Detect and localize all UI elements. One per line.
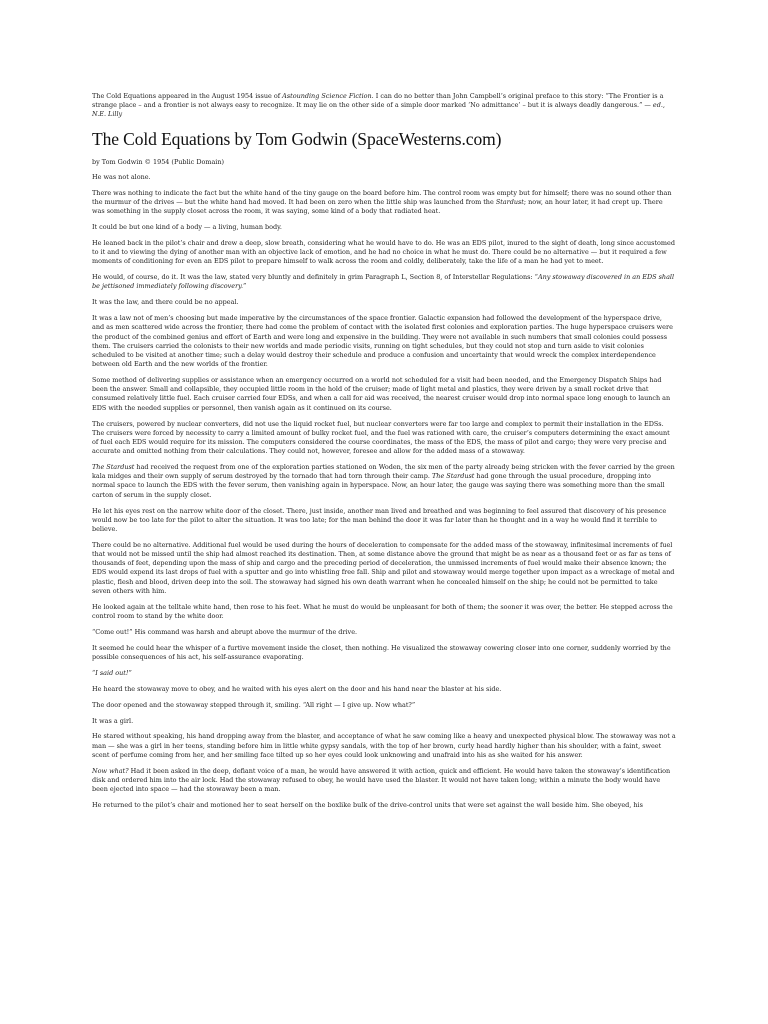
paragraph-segment: Had it been asked in the deep, defiant voice of a man, he would have answered it with action, quick and efficient. He would have taken the stowaway’s identification disk and ordered him into the air lock. Had the stowaway refused to obey, he would have used the blaster. It would not have taken long; within a minute the body would have been ejected into space — had the stowaway been a man. <box>92 766 671 794</box>
paragraph-segment: It was the law, and there could be no appeal. <box>92 298 239 307</box>
page-title: The Cold Equations by Tom Godwin (SpaceWesterns.com) <box>92 128 502 149</box>
paragraph-segment: He stared without speaking, his hand dropping away from the blaster, and acceptance of what he saw coming like a heavy and unexpected physical blow. The stowaway was not a man — she was a girl in her teens, standing before him in little white gypsy sandals, with the top of her brown, curly head hardly higher than his shoulder, with a faint, sweet scent of perfume coming from her, and her smiling face tilted up so her eyes could look unknowing and unafraid into his as she waited for his answer. <box>92 732 676 759</box>
article <box>92 92 676 817</box>
story-paragraph <box>92 644 676 662</box>
intro-note <box>92 92 676 120</box>
paragraph-segment: The Stardust <box>432 472 475 481</box>
paragraph-segment: There was nothing to indicate the fact but the white hand of the tiny gauge on the board before him. The control room was empty but for himself; there was no sound other than the murmur of the drives — but the white hand had moved. It had been on zero when the little ship was launched from the <box>92 188 672 206</box>
paragraph-segment: The cruisers, powered by nuclear converters, did not use the liquid rocket fuel, but nuclear converters were far too large and complex to permit their installation in the EDSs. The cruisers were forced by necessity to carry a limited amount of bulky rocket fuel, and the fuel was rationed with care, the cruiser’s computers determining the exact amount of fuel each EDS would require for its mission. The computers considered the course coordinates, the mass of the EDS, the mass of pilot and cargo; they were very precise and accurate and omitted nothing from their calculations. They could not, however, foresee and allow for the added mass of a stowaway. <box>92 419 670 456</box>
story-paragraph <box>92 223 676 232</box>
editor-credit: ed., N.E. Lilly <box>92 101 665 119</box>
intro-text: The Cold Equations appeared in the August 1954 issue of <box>92 92 283 100</box>
story-paragraph <box>92 420 676 457</box>
story-paragraph <box>92 173 676 182</box>
paragraph-segment: ; now, an hour later, it had crept up. There was something in the supply closet across the room, it was saying, some kind of a body that radiated heat. <box>92 197 663 216</box>
story-paragraph <box>92 732 676 760</box>
story-paragraph <box>92 669 676 678</box>
intro-text-cont: . I can do no better than John Campbell’s original preface to this story: “The Frontier is a strange place – and a frontier is not always easy to recognize. It may lie on the other side of a simple door marked ‘No admittance’ – but it is always deadly dangerous.” — <box>92 92 664 110</box>
story-paragraph <box>92 298 676 307</box>
paragraph-segment: Any stowaway discovered in an EDS shall be jettisoned immediately following discovery. <box>92 273 675 291</box>
story-paragraph <box>92 239 676 267</box>
story-paragraph <box>92 701 676 710</box>
paragraph-segment: It could be but one kind of a body — a living, human body. <box>92 223 282 231</box>
byline: by Tom Godwin © 1954 (Public Domain) <box>92 157 225 166</box>
paragraph-segment: “I said out!” <box>92 668 132 677</box>
story-paragraph <box>92 717 676 726</box>
paragraph-segment: He leaned back in the pilot’s chair and drew a deep, slow breath, considering what he would have to do. He was an EDS pilot, inured to the sight of death, long since accustomed to it and to viewing the dying of another man with an objective lack of emotion, and he had no choice in what he must do. There could be no alternative — but it required a few moments of conditioning for even an EDS pilot to prepare himself to walk across the room and coldly, deliberately, take the life of a man he had yet to meet. <box>92 238 675 266</box>
magazine-name: Astounding Science Fiction <box>282 92 372 100</box>
story-paragraph <box>92 376 676 413</box>
paragraph-segment: He looked again at the telltale white hand, then rose to his feet. What he must do would be unpleasant for both of them; the sooner it was over, the better. He stepped across the control room to stand by the white door. <box>92 602 673 620</box>
story-paragraph <box>92 628 676 637</box>
paragraph-segment: The Stardust <box>92 463 135 472</box>
paragraph-segment: He would, of course, do it. It was the law, stated very bluntly and definitely in grim Paragraph L, Section 8, of Interstellar Regulations: “ <box>92 273 538 282</box>
paragraph-segment: He heard the stowaway move to obey, and he waited with his eyes alert on the door and his hand near the blaster at his side. <box>92 684 502 693</box>
story-paragraph <box>92 507 676 535</box>
story-paragraph <box>92 541 676 596</box>
paragraph-segment: Now what? <box>92 766 129 775</box>
story-paragraph <box>92 314 676 369</box>
paragraph-segment: Some method of delivering supplies or assistance when an emergency occurred on a world not scheduled for a visit had been needed, and the Emergency Dispatch Ships had been the answer. Small and collapsible, they occupied little room in the hold of the cruiser; made of light metal and plastics, they were driven by a small rocket drive that consumed relatively little fuel. Each cruiser carried four EDSs, and when a call for aid was received, the nearest cruiser would drop into normal space long enough to launch an EDS with the needed supplies or personnel, then vanish again as it continued on its course. <box>92 376 671 412</box>
story-paragraph <box>92 603 676 621</box>
story-paragraph <box>92 685 676 694</box>
paragraph-segment: He returned to the pilot’s chair and motioned her to seat herself on the boxlike bulk of the drive-control units that were set against the wall beside him. She obeyed, his <box>92 801 643 810</box>
paragraph-segment: Stardust <box>495 197 524 206</box>
story-paragraph <box>92 463 676 500</box>
paragraph-segment: He let his eyes rest on the narrow white door of the closet. There, just inside, another man lived and breathed and was beginning to feel assured that discovery of his presence would now be too late for the pilot to alter the situation. It was too late; for the man behind the door it was far later than he thought and in a way he would find it terrible to believe. <box>92 506 667 533</box>
paragraph-segment: “Come out!” His command was harsh and abrupt above the murmur of the drive. <box>92 627 358 636</box>
story-paragraph <box>92 273 676 291</box>
story-paragraph <box>92 801 676 810</box>
story-paragraph <box>92 767 676 795</box>
paragraph-segment: It was a law not of men’s choosing but made imperative by the circumstances of the space frontier. Galactic expansion had followed the development of the hyperspace drive, and as men scattered wide across the frontier, there had come the problem of contact with the isolated first colonies and exploration parties. The huge hyperspace cruisers were the product of the combined genius and effort of Earth and were long and expensive in the building. They were not available in such numbers that small colonies could possess them. The cruisers carried the colonists to their new worlds and made periodic visits, running on tight schedules, but they could not stop and turn aside to visit colonies scheduled to be visited at another time; such a delay would destroy their schedule and produce a confusion and uncertainty that would wreck the complex interdependence between old Earth and the new worlds of the frontier. <box>92 314 673 369</box>
paragraph-segment: had received the request from one of the exploration parties stationed on Woden, the six men of the party already being stricken with the fever carried by the green kala midges and their own supply of serum destroyed by the tornado that had torn through their camp. <box>92 463 675 481</box>
paragraph-segment: ” <box>243 282 247 291</box>
paragraph-segment: The door opened and the stowaway stepped through it, smiling. “All right — I give up. Now what?” <box>92 700 416 709</box>
paragraph-segment: There could be no alternative. Additional fuel would be used during the hours of deceleration to compensate for the added mass of the stowaway, infinitesimal increments of fuel that would not be missed until the ship had almost reached its destination. Then, at some distance above the ground that might be as near as a thousand feet or as far as tens of thousands of feet, depending upon the mass of ship and cargo and the preceding period of deceleration, the unmissed increments of fuel would make their absence known; the EDS would expend its last drops of fuel with a sputter and go into whistling free fall. Ship and pilot and stowaway would merge together upon impact as a wreckage of metal and plastic, flesh and blood, driven deep into the soil. The stowaway had signed his own death warrant when he concealed himself on the ship; he could not be permitted to take seven others with him. <box>92 540 675 595</box>
paragraph-segment: had gone through the usual procedure, dropping into normal space to launch the EDS with the fever serum, then vanishing again in hyperspace. Now, an hour later, the gauge was saying there was something more than the small carton of serum in the supply closet. <box>92 472 665 499</box>
paragraph-segment: It seemed he could hear the whisper of a furtive movement inside the closet, then nothing. He visualized the stowaway cowering closer into one corner, suddenly worried by the possible consequences of his act, his self-assurance evaporating. <box>92 643 671 661</box>
story-body <box>92 173 676 810</box>
story-paragraph <box>92 189 676 217</box>
paragraph-segment: It was a girl. <box>92 716 134 725</box>
paragraph-segment: He was not alone. <box>92 172 151 181</box>
